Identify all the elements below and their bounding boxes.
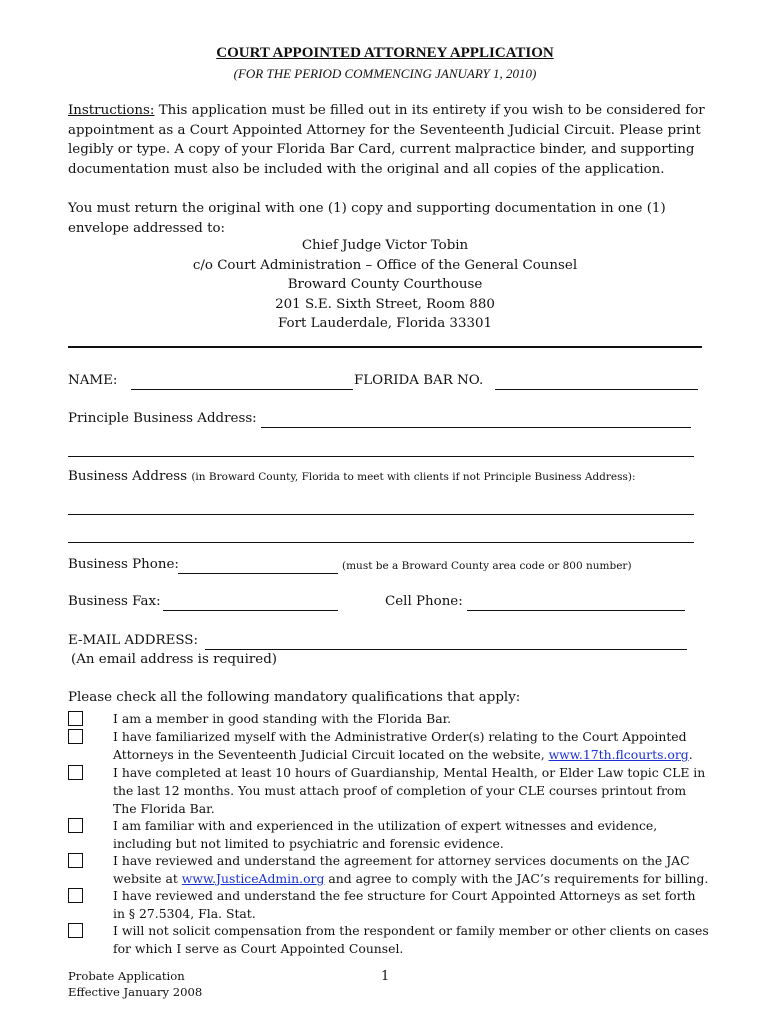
address-line-2: c/o Court Administration – Office of the General Counsel — [192, 258, 578, 273]
instructions-paragraph — [68, 101, 708, 179]
qualification-text — [113, 728, 709, 764]
qualification-checkbox[interactable] — [68, 711, 83, 726]
principle-address-field[interactable] — [261, 427, 691, 428]
business-address-label-text: Business Address — [68, 469, 188, 484]
footer-form-name: Probate Application — [68, 969, 185, 983]
business-phone-label: Business Phone: — [68, 557, 179, 572]
name-label: NAME: — [68, 373, 118, 388]
business-address-field[interactable] — [68, 514, 694, 515]
qualifications-heading: Please check all the following mandatory qualifications that apply: — [68, 690, 521, 705]
qualification-text: I am familiar with and experienced in the utilization of expert witnesses and evidence, including but not limited to psychiatric and forensic evidence. — [113, 818, 658, 851]
address-line-1: Chief Judge Victor Tobin — [301, 238, 469, 253]
email-field[interactable] — [205, 649, 687, 650]
qualification-checkbox[interactable] — [68, 729, 83, 744]
qualification-text: I have reviewed and understand the fee structure for Court Appointed Attorneys as set forth in § 27.5304, Fla. Stat. — [113, 888, 696, 921]
email-label: E-MAIL ADDRESS: — [68, 633, 198, 648]
principle-address-field-2[interactable] — [68, 456, 694, 457]
bar-number-field[interactable] — [495, 389, 698, 390]
address-line-3: Broward County Courthouse — [287, 277, 483, 292]
business-phone-field[interactable] — [178, 573, 338, 574]
qualification-text-pre: I have reviewed and understand the agreement for attorney services documents on the JAC website at — [113, 853, 690, 886]
page-number: 1 — [381, 969, 390, 984]
qualification-checkbox[interactable] — [68, 818, 83, 833]
qualification-text: I have completed at least 10 hours of Guardianship, Mental Health, or Elder Law topic CLE in the last 12 months. You must attach proof of completion of your CLE courses printout from The Florida Bar. — [113, 765, 706, 816]
page-title: COURT APPOINTED ATTORNEY APPLICATION — [216, 45, 554, 61]
bar-number-label: FLORIDA BAR NO. — [354, 373, 484, 388]
name-field[interactable] — [131, 389, 353, 390]
cell-phone-label: Cell Phone: — [385, 594, 463, 609]
principle-address-label: Principle Business Address: — [68, 411, 257, 426]
qualification-text-post: and agree to comply with the JAC’s requirements for billing. — [324, 870, 709, 886]
footer-effective-date: Effective January 2008 — [68, 985, 203, 999]
qualification-checkbox[interactable] — [68, 765, 83, 780]
section-divider — [68, 346, 702, 348]
page-subtitle: (FOR THE PERIOD COMMENCING JANUARY 1, 2010) — [233, 66, 537, 81]
court-website-link[interactable]: www.17th.flcourts.org — [548, 746, 689, 762]
business-phone-note: (must be a Broward County area code or 800 number) — [342, 560, 632, 572]
qualification-text-post: . — [688, 746, 693, 762]
qualification-text: I am a member in good standing with the Florida Bar. — [113, 711, 452, 726]
qualification-text — [113, 852, 709, 888]
business-address-field-2[interactable] — [68, 542, 694, 543]
qualification-checkbox[interactable] — [68, 853, 83, 868]
instructions-text: This application must be filled out in its entirety if you wish to be considered for appointment as a Court Appointed Attorney for the Seventeenth Judicial Circuit. Please print legibly or type. A copy of your Florida Bar Card, current malpractice binder, and supporting documentation must also be included with the original and all copies of the application. — [68, 103, 705, 177]
address-line-5: Fort Lauderdale, Florida 33301 — [277, 316, 493, 331]
address-line-4: 201 S.E. Sixth Street, Room 880 — [275, 297, 495, 312]
qualification-checkbox[interactable] — [68, 888, 83, 903]
business-address-label — [68, 469, 636, 484]
cell-phone-field[interactable] — [467, 610, 685, 611]
business-fax-label: Business Fax: — [68, 594, 161, 609]
business-address-note: (in Broward County, Florida to meet with clients if not Principle Business Address): — [191, 471, 636, 483]
qualification-checkbox[interactable] — [68, 923, 83, 938]
return-instructions: You must return the original with one (1) copy and supporting documentation in one (1) envelope addressed to: — [68, 201, 666, 236]
business-fax-field[interactable] — [163, 610, 338, 611]
qualification-text: I will not solicit compensation from the respondent or family member or other clients on cases for which I serve as Court Appointed Counsel. — [113, 923, 709, 956]
instructions-label: Instructions: — [68, 103, 155, 118]
jac-website-link[interactable]: www.JusticeAdmin.org — [181, 870, 325, 886]
email-note: (An email address is required) — [71, 652, 277, 667]
qualification-text-pre: I have familiarized myself with the Administrative Order(s) relating to the Court Appointed Attorneys in the Seventeenth Judicial Circuit located on the website, — [113, 729, 687, 762]
